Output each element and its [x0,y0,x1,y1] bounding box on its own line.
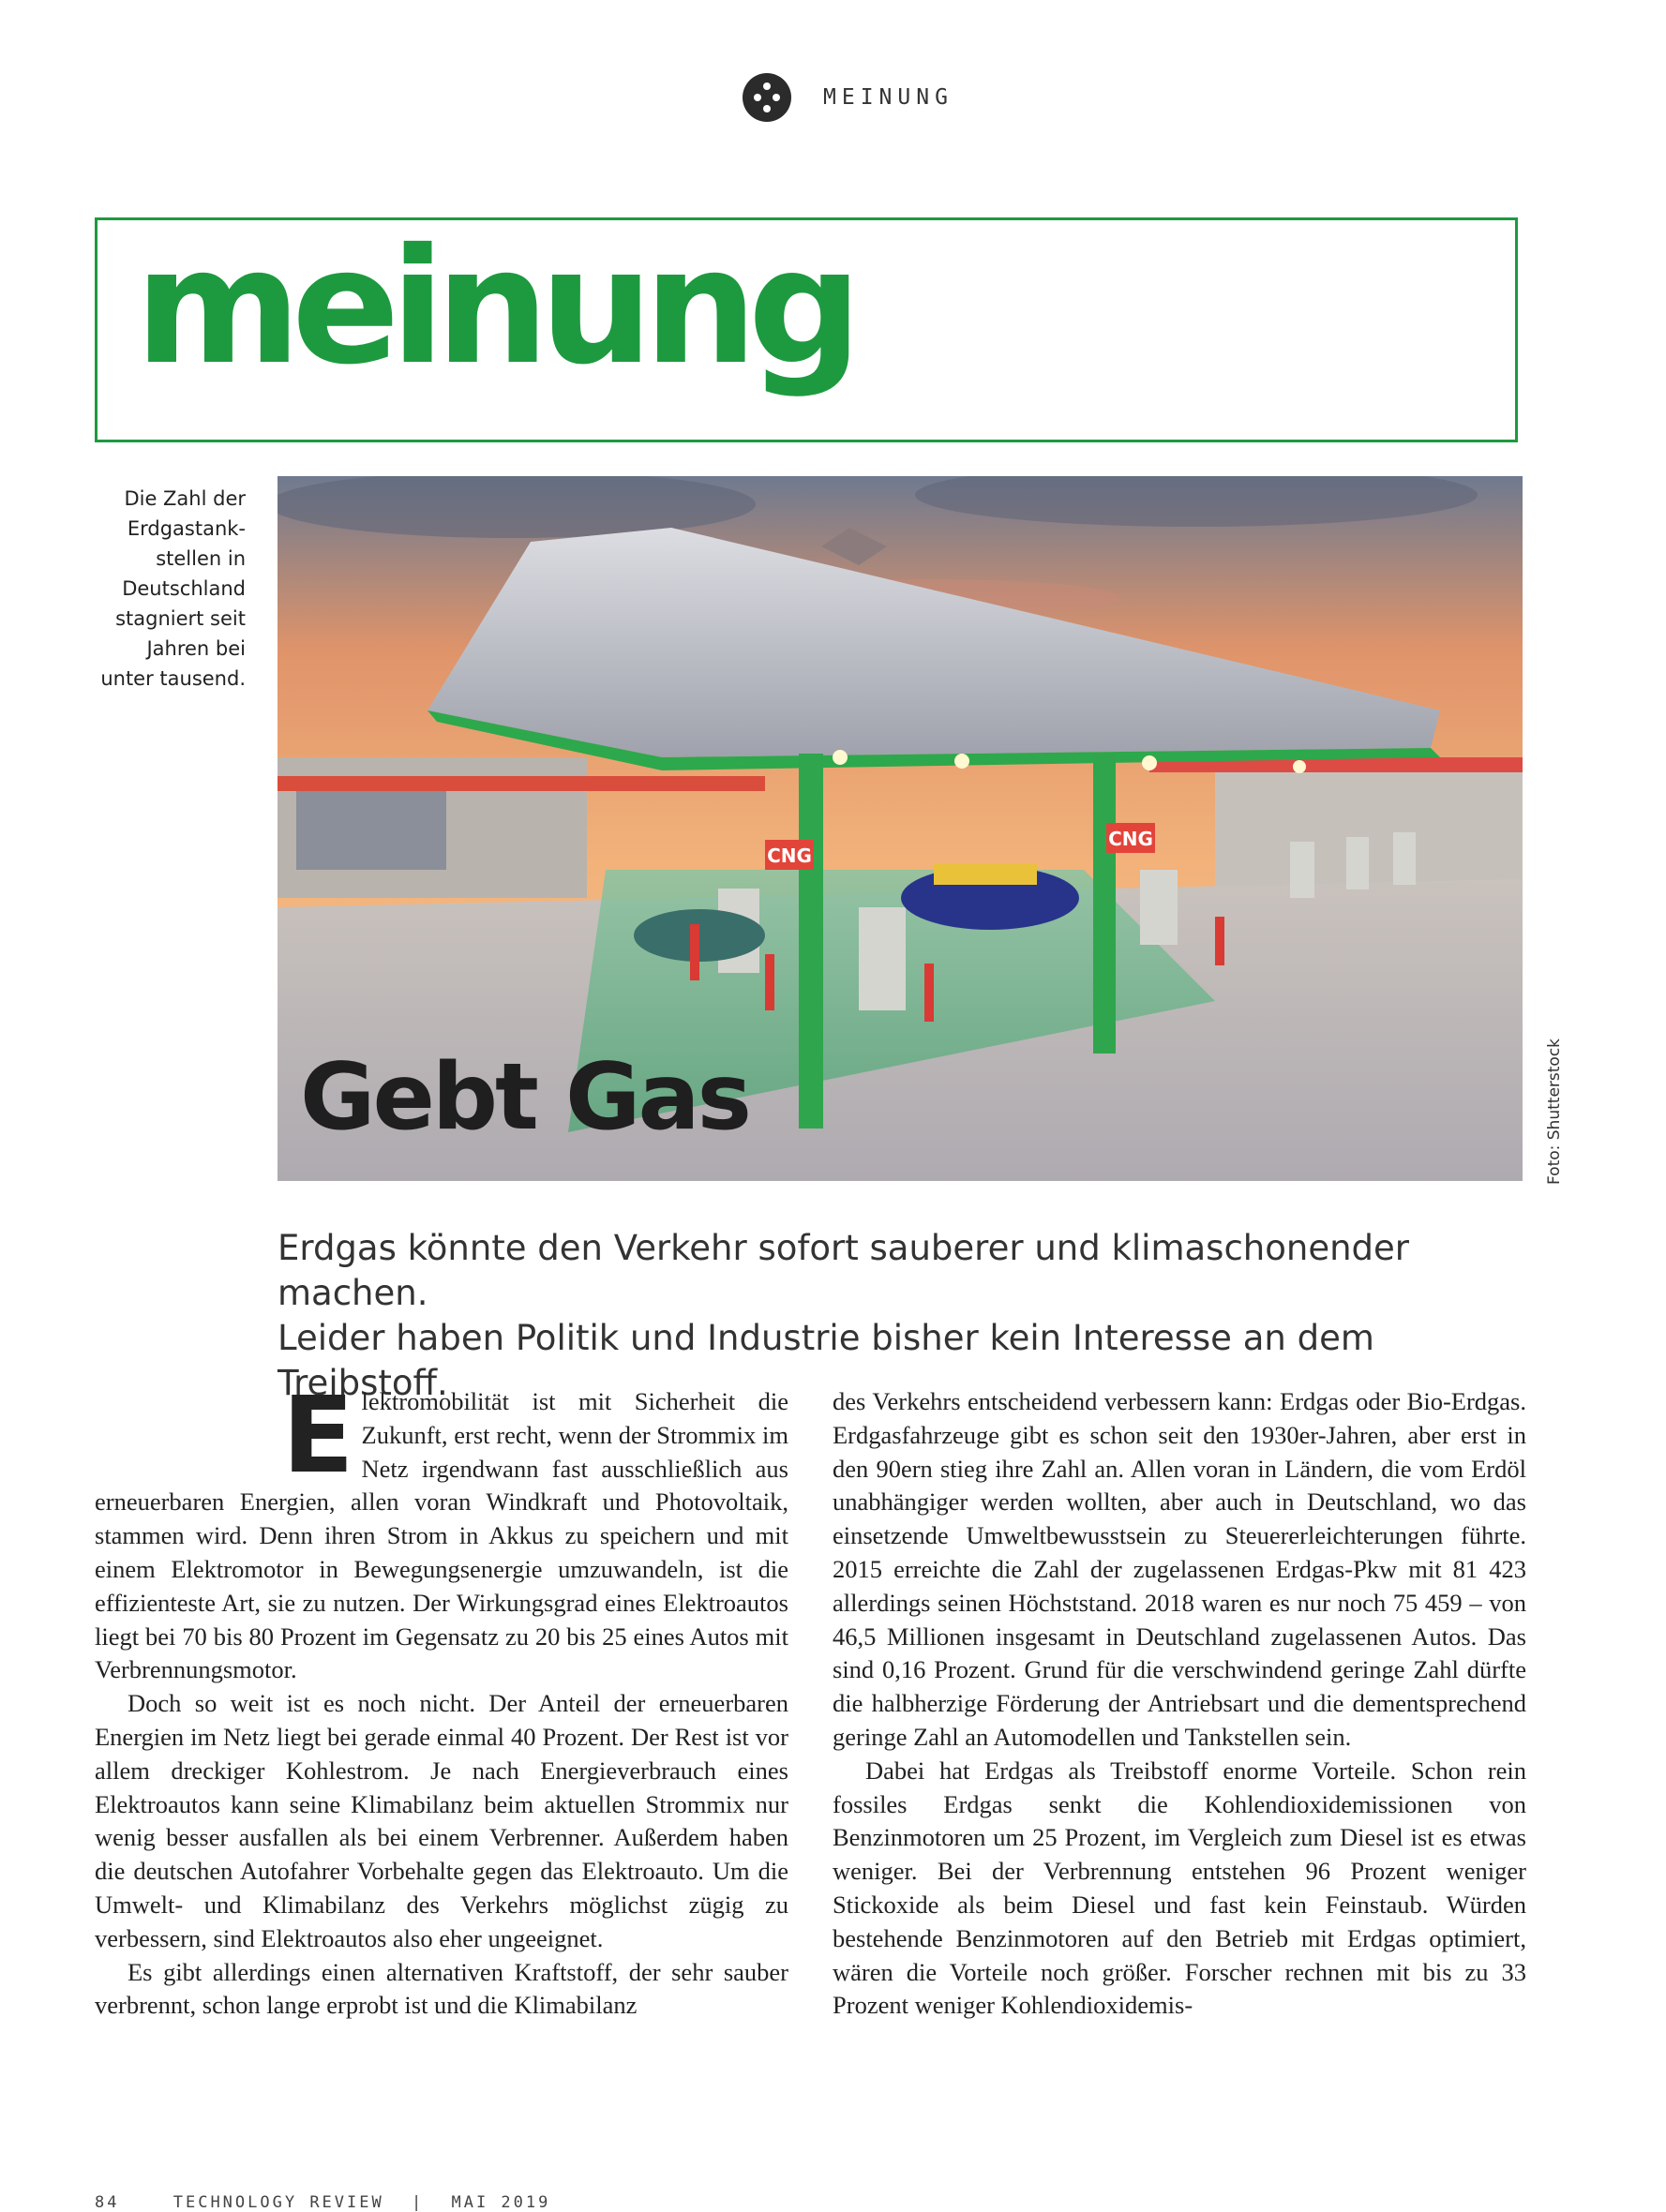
gas-station-photo [278,476,1523,1181]
column-right [833,1385,1526,2023]
section-logo-icon [743,73,791,122]
issue-date: MAI 2019 [451,2193,551,2212]
column-left [95,1375,788,2023]
dek-line: Leider haben Politik und Industrie bisher kein Interesse an dem Treibstoff. [278,1318,1374,1403]
section-header [743,73,953,122]
paragraph-1: lektromobilität ist mit Sicherheit die Zukunft, erst recht, wenn der Strommix im Netz irgendwann fast ausschließlich aus erneuerbaren Energien, allen voran Windkraft und Photovoltaik, stammen wird. Denn ihren Strom in Akkus zu speichern und mit einem Elektromotor in Bewegungsenergie umzuwandeln, ist die effizienteste Art, sie zu nutzen. Der Wirkungsgrad eines Elektroautos liegt bei 70 bis 80 Prozent im Gegensatz zu 20 bis 25 eines Autos mit Verbrennungsmotor. [95,1387,788,1684]
footer-separator: | [411,2193,425,2212]
article-dek [278,1226,1524,1406]
caption-line: Erdgastank- [127,517,246,540]
image-caption [94,484,246,694]
article-headline: Gebt Gas [300,1044,749,1151]
section-banner [95,217,1518,442]
caption-line: Die Zahl der [124,487,246,510]
paragraph-3: Es gibt allerdings einen alternativen Kraftstoff, der sehr sauber verbrennt, schon lange erprobt ist und die Klimabilanz [95,1957,788,2020]
caption-line: stellen in [156,547,246,570]
paragraph-5: Dabei hat Erdgas als Treibstoff enorme Vorteile. Schon rein fossiles Erdgas senkt die Kohlendioxidemissionen von Benzinmotoren um 25 Prozent, im Vergleich zum Diesel ist es etwas weniger. Bei der Verbrennung entstehen 96 Prozent weniger Stickoxide als beim Diesel und fast kein Feinstaub. Würden bestehende Benzinmotoren auf den Betrieb mit Erdgas optimiert, wären die Vorteile noch größer. Forscher rechnen mit bis zu 33 Prozent weniger Kohlendioxidemis- [833,1756,1526,2020]
cng-sign-left: CNG [767,844,812,867]
paragraph-4: des Verkehrs entscheidend verbessern kann: Erdgas oder Bio-Erdgas. Erdgasfahrzeuge gibt es schon seit den 1930er-Jahren, aber erst in den 90ern stieg ihre Zahl an. Allen voran in Ländern, die vom Erdöl unabhängiger werden wollten, aber auch in Deutschland, wo das einsetzende Umweltbewusstsein zu Steuererleichterungen führte. 2015 erreichte die Zahl der zugelassenen Erdgas-Pkw mit 81 423 allerdings seinen Höchststand. 2018 waren es nur noch 75 459 – von 46,5 Millionen insgesamt in Deutschland zugelassenen Autos. Das sind 0,16 Prozent. Grund für die verschwindend geringe Zahl dürfte die halbherzige Förderung der Antriebsart und die dementsprechend geringe Zahl an Automodellen und Tankstellen sein. [833,1387,1526,1751]
cng-sign-right: CNG [1108,828,1153,850]
caption-line: Deutschland [122,577,246,600]
page-footer [95,2193,550,2212]
paragraph-2: Doch so weit ist es noch nicht. Der Anteil der erneuerbaren Energien im Netz liegt bei gerade einmal 40 Prozent. Der Rest ist vor allem dreckiger Kohlestrom. Je nach Energieverbrauch eines Elektroautos kann seine Klimabilanz beim aktuellen Strommix nur wenig besser ausfallen als bei einem Verbrenner. Außerdem haben die deutschen Autofahrer Vorbehalte gegen das Elektroauto. Um die Umwelt- und Klimabilanz des Verkehrs möglichst zügig zu verbessern, sind Elektroautos also eher ungeeignet. [95,1689,788,1952]
banner-title: meinung [135,215,853,400]
photo-credit: Foto: Shutterstock [1545,1038,1564,1185]
caption-line: Jahren bei [146,637,246,660]
caption-line: unter tausend. [100,667,246,690]
caption-line: stagniert seit [115,607,246,630]
section-label: MEINUNG [823,85,953,110]
publication-name: TECHNOLOGY REVIEW [173,2193,384,2212]
drop-cap: E [282,1375,354,1497]
page-number: 84 [95,2193,120,2212]
dek-line: Erdgas könnte den Verkehr sofort sauberer und klimaschonender machen. [278,1228,1409,1313]
